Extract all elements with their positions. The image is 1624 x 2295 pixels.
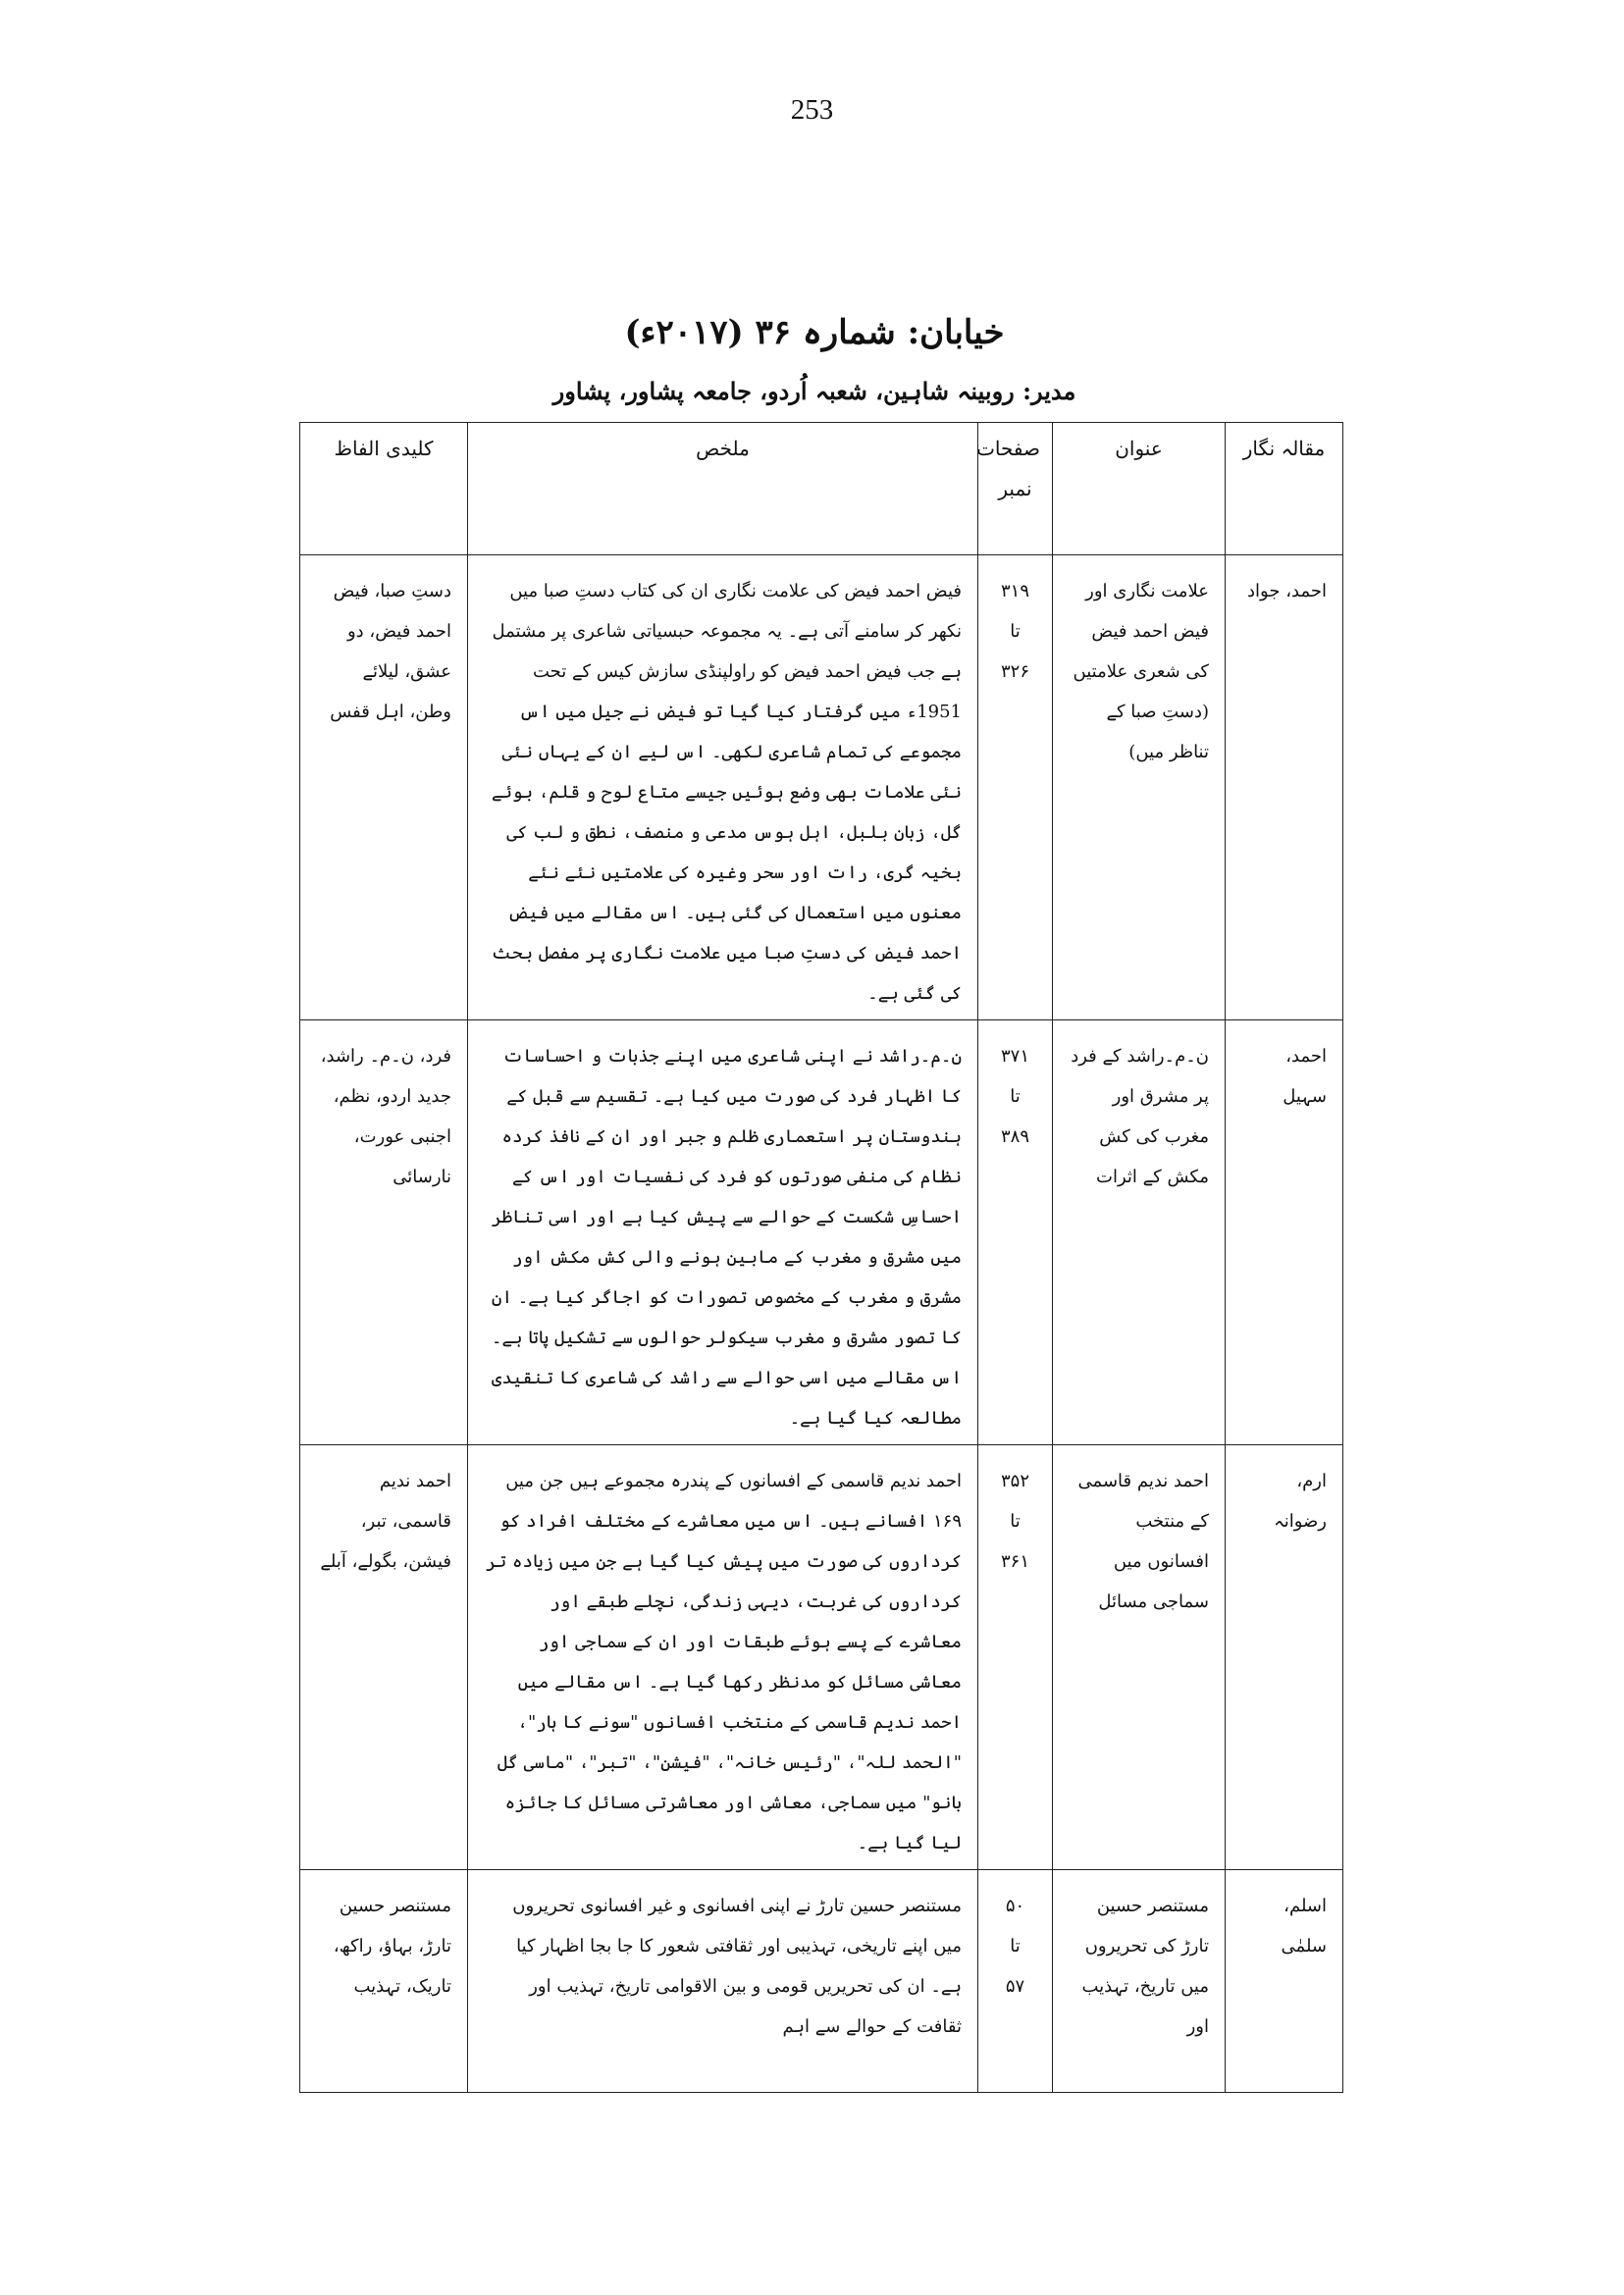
- page-to: تا: [1010, 1936, 1021, 1956]
- page-to: تا: [1010, 1511, 1021, 1532]
- header-keywords: کلیدی الفاظ: [300, 423, 468, 555]
- cell-author: احمد، جواد: [1226, 555, 1343, 1020]
- page-end: ۳۶۱: [1000, 1551, 1029, 1572]
- page-start: ۵۰: [1005, 1896, 1025, 1916]
- header-row: [300, 423, 1343, 555]
- cell-author: احمد، سہیل: [1226, 1020, 1343, 1445]
- page-start: ۳۵۲: [1000, 1471, 1029, 1491]
- cell-abstract: فیض احمد فیض کی علامت نگاری ان کی کتاب دستِ صبا میں نکھر کر سامنے آتی ہے۔ یہ مجموعہ حبسیاتی شاعری پر مشتمل ہے جب فیض احمد فیض کو راولپنڈی سازش کیس کے تحت 1951ء میں گرفتار کیا گیا تو فیض نے جیل میں اس مجموعے کی تمام شاعری لکھی۔ اس لیے ان کے یہاں نئی نئی علامات بھی وضع ہوئیں جیسے متاع لوح و قلم، بوئے گل، زبانِ بلبل، اہل ہوس مدعی و منصف، نطق و لب کی بخیہ گری، رات اور سحر وغیرہ کی علامتیں نئے نئے معنوں میں استعمال کی گئی ہیں۔ اس مقالے میں فیض احمد فیض کی دستِ صبا میں علامت نگاری پر مفصل بحث کی گئی ہے۔: [468, 555, 978, 1020]
- cell-pages: [978, 1020, 1053, 1445]
- page-to: تا: [1010, 1086, 1021, 1107]
- page-end: ۳۸۹: [1000, 1126, 1029, 1147]
- header-pages: صفحات نمبر: [978, 423, 1053, 555]
- header-abstract: ملخص: [468, 423, 978, 555]
- cell-keywords: دستِ صبا، فیض احمد فیض، دو عشق، لیلائے وطن، اہل قفس: [300, 555, 468, 1020]
- table-row: [300, 1870, 1343, 2093]
- cell-title: مستنصر حسین تارڑ کی تحریروں میں تاریخ، تہذیب اور: [1053, 1870, 1226, 2093]
- page-number: 253: [790, 94, 834, 126]
- table-row: [300, 1020, 1343, 1445]
- cell-abstract: مستنصر حسین تارڑ نے اپنی افسانوی و غیر افسانوی تحریروں میں اپنے تاریخی، تہذیبی اور ثقافتی شعور کا جا بجا اظہار کیا ہے۔ ان کی تحریریں قومی و بین الاقوامی تاریخ، تہذیب اور ثقافت کے حوالے سے اہم: [468, 1870, 978, 2093]
- cell-title: احمد ندیم قاسمی کے منتخب افسانوں میں سماجی مسائل: [1053, 1445, 1226, 1870]
- cell-keywords: احمد ندیم قاسمی، تبر، فیشن، بگولے، آبلے: [300, 1445, 468, 1870]
- page-end: ۳۲۶: [1000, 661, 1029, 682]
- cell-author: اسلم، سلمٰی: [1226, 1870, 1343, 2093]
- page-to: تا: [1010, 621, 1021, 642]
- cell-pages: [978, 1870, 1053, 2093]
- cell-keywords: فرد، ن۔م۔ راشد، جدید اردو، نظم، اجنبی عورت، نارسائی: [300, 1020, 468, 1445]
- cell-title: علامت نگاری اور فیض احمد فیض کی شعری علامتیں (دستِ صبا کے تناظر میں): [1053, 555, 1226, 1020]
- header-title: عنوان: [1053, 423, 1226, 555]
- cell-pages: [978, 555, 1053, 1020]
- editor-line: مدیر: روبینہ شاہین، شعبہ اُردو، جامعہ پشاور، پشاور: [552, 377, 1076, 405]
- page-end: ۵۷: [1005, 1976, 1025, 1997]
- page-start: ۳۱۹: [1000, 581, 1029, 601]
- table-row: [300, 1445, 1343, 1870]
- cell-pages: [978, 1445, 1053, 1870]
- journal-title: خیابان: شمارہ ۳۶ (۲۰۱۷ء): [624, 313, 1005, 352]
- cell-title: ن۔م۔راشد کے فرد پر مشرق اور مغرب کی کش مکش کے اثرات: [1053, 1020, 1226, 1445]
- header-author: مقالہ نگار: [1226, 423, 1343, 555]
- cell-keywords: مستنصر حسین تارڑ، بہاؤ، راکھ، تاریک، تہذیب: [300, 1870, 468, 2093]
- cell-abstract: احمد ندیم قاسمی کے افسانوں کے پندرہ مجموعے ہیں جن میں ۱۶۹ افسانے ہیں۔ اس میں معاشرے کے مختلف افراد کو کرداروں کی صورت میں پیش کیا گیا ہے جن میں زیادہ تر کرداروں کی غربت، دیہی زندگی، نچلے طبقے اور معاشرے کے پسے ہوئے طبقات اور ان کے سماجی اور معاشی مسائل کو مدنظر رکھا گیا ہے۔ اس مقالے میں احمد ندیم قاسمی کے منتخب افسانوں "سونے کا ہار"، "الحمد للہ"، "رئیس خانہ"، "فیشن"، "تبر"، "ماسی گل بانو" میں سماجی، معاشی اور معاشرتی مسائل کا جائزہ لیا گیا ہے۔: [468, 1445, 978, 1870]
- table-row: [300, 555, 1343, 1020]
- page-start: ۳۷۱: [1000, 1046, 1029, 1067]
- article-index-table: [299, 422, 1343, 2093]
- cell-author: ارم، رضوانہ: [1226, 1445, 1343, 1870]
- cell-abstract: ن۔م۔راشد نے اپنی شاعری میں اپنے جذبات و احساسات کا اظہار فرد کی صورت میں کیا ہے۔ تقسیم سے قبل کے ہندوستان پر استعماری ظلم و جبر اور ان کے نافذ کردہ نظام کی منفی صورتوں کو فرد کی نفسیات اور اس کے احساسِ شکست کے حوالے سے پیش کیا ہے اور اسی تناظر میں مشرق و مغرب کے مابین ہونے والی کش مکش اور مشرق و مغرب کے مخصوص تصورات کو اجاگر کیا ہے۔ ان کا تصور مشرق و مغرب سیکولر حوالوں سے تشکیل پاتا ہے۔ اس مقالے میں اسی حوالے سے راشد کی شاعری کا تنقیدی مطالعہ کیا گیا ہے۔: [468, 1020, 978, 1445]
